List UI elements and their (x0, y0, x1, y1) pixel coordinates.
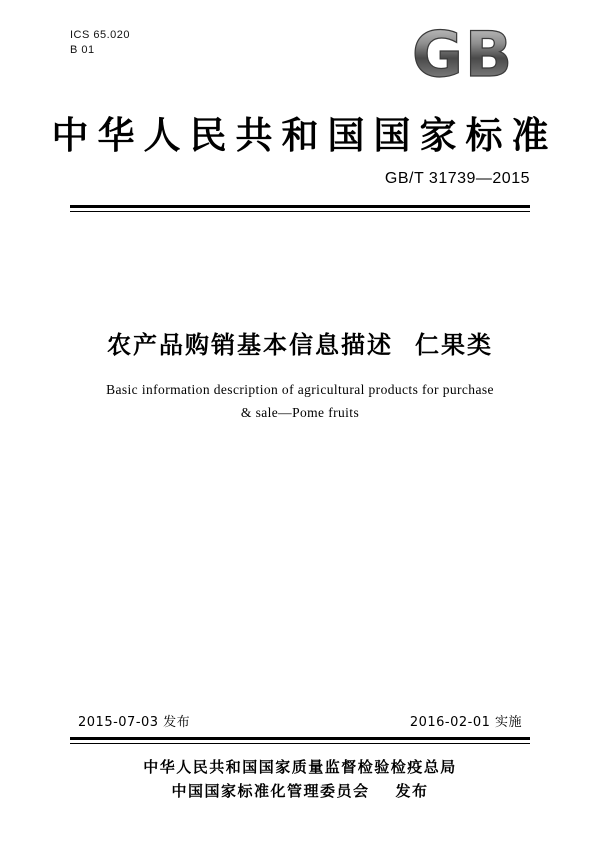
issuer-line-1: 中华人民共和国国家质量监督检验检疫总局 (143, 758, 457, 776)
issuer-line-2-text: 中国国家标准化管理委员会 (171, 782, 370, 800)
ics-category-code: B 01 (70, 44, 95, 56)
document-title-en-line2: & sale—Pome fruits (240, 405, 360, 420)
publish-label: 发布 (395, 782, 429, 800)
divider-bottom-thick (70, 737, 530, 740)
issue-date: 2015-07-03 发布 (78, 715, 191, 730)
issuer-line-2 (0, 779, 600, 803)
document-title-en-line1: Basic information description of agricultural products for purchase (106, 382, 494, 397)
divider-bottom-thin (70, 743, 530, 744)
document-title-cn-sub: 仁果类 (415, 331, 493, 359)
divider-top-thin (70, 211, 530, 212)
divider-top-thick (70, 205, 530, 208)
ics-code: ICS 65.020 (70, 29, 131, 41)
document-title-cn (0, 325, 600, 360)
gb-logo (412, 22, 532, 84)
standard-number: GB/T 31739—2015 (384, 170, 530, 187)
ics-block (70, 28, 130, 58)
svg-text:GB: GB (412, 22, 515, 84)
issuer-block (0, 755, 600, 803)
document-title-en (0, 378, 600, 424)
effective-date: 2016-02-01 实施 (409, 715, 522, 730)
page-title: 中华人民共和国国家标准 (51, 114, 558, 157)
document-title-cn-main: 农产品购销基本信息描述 (107, 331, 393, 359)
